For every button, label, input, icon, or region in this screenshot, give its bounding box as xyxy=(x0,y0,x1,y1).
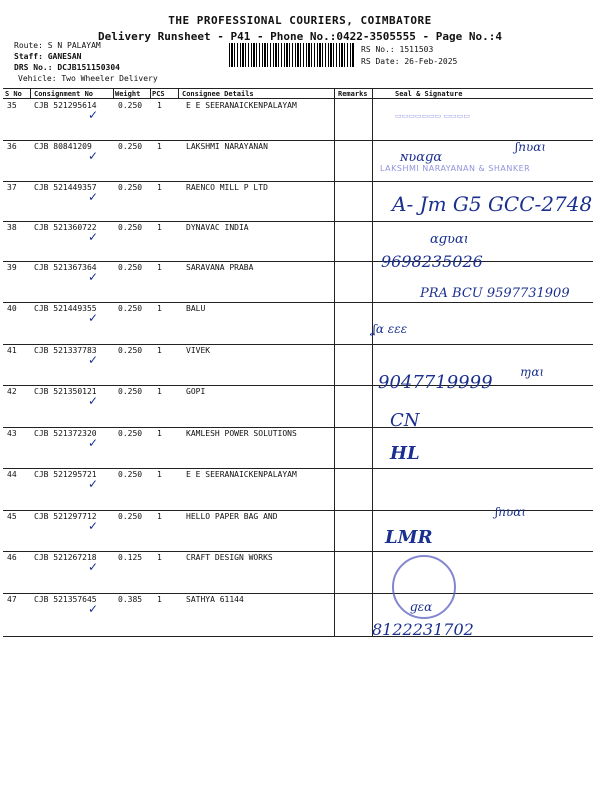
tick-mark-icon: ✓ xyxy=(88,230,99,244)
drs-line: DRS No.: DCJB151150304 xyxy=(14,63,120,72)
row-weight: 0.250 xyxy=(118,470,143,479)
rs-date: RS Date: 26-Feb-2025 xyxy=(361,57,458,66)
tick-mark-icon: ✓ xyxy=(88,149,99,163)
row-divider xyxy=(3,427,593,428)
row-sno: 41 xyxy=(7,346,17,355)
row-sno: 38 xyxy=(7,223,17,232)
row-pcs: 1 xyxy=(157,304,162,313)
row-weight: 0.250 xyxy=(118,142,143,151)
row-consignee: SARAVANA PRABA xyxy=(186,263,254,272)
row-sno: 36 xyxy=(7,142,17,151)
handwritten-phone: 9698235026 xyxy=(381,252,483,271)
tick-mark-icon: ✓ xyxy=(88,602,99,616)
barcode xyxy=(229,43,354,67)
row-consignee: KAMLESH POWER SOLUTIONS xyxy=(186,429,297,438)
col-divider xyxy=(178,89,179,99)
row-consignee: GOPI xyxy=(186,387,206,396)
tick-mark-icon: ✓ xyxy=(88,353,99,367)
stamp-seal: ▭▭▭▭▭▭▭ ▭▭▭▭ xyxy=(395,112,470,120)
row-consignment-no: CJB 521295614 xyxy=(34,101,97,110)
row-consignee: BALU xyxy=(186,304,206,313)
col-consignment: Consignment No xyxy=(34,90,94,98)
handwritten-note: PRA BCU 9597731909 xyxy=(420,286,570,301)
row-consignee: DYNAVAC INDIA xyxy=(186,223,249,232)
row-pcs: 1 xyxy=(157,553,162,562)
row-sno: 35 xyxy=(7,101,17,110)
row-consignment-no: CJB 521297712 xyxy=(34,512,97,521)
row-pcs: 1 xyxy=(157,183,162,192)
row-consignee: HELLO PAPER BAG AND xyxy=(186,512,278,521)
row-divider xyxy=(3,468,593,469)
signature: ɡɛɑ xyxy=(410,600,433,614)
col-divider xyxy=(113,89,114,99)
row-divider xyxy=(3,551,593,552)
col-remarks: Remarks xyxy=(338,90,368,98)
row-sno: 37 xyxy=(7,183,17,192)
handwritten-initials: LMR xyxy=(385,527,433,548)
col-weight: Weight xyxy=(115,90,141,98)
row-weight: 0.250 xyxy=(118,183,143,192)
row-weight: 0.385 xyxy=(118,595,143,604)
row-consignment-no: CJB 521367364 xyxy=(34,263,97,272)
row-consignment-no: CJB 521337783 xyxy=(34,346,97,355)
row-weight: 0.250 xyxy=(118,346,143,355)
row-divider xyxy=(3,636,593,637)
row-consignment-no: CJB 521267218 xyxy=(34,553,97,562)
handwritten-initials: HL xyxy=(390,443,420,464)
row-divider xyxy=(3,385,593,386)
route-line: Route: S N PALAYAM xyxy=(14,41,101,50)
col-divider xyxy=(372,89,373,637)
tick-mark-icon: ✓ xyxy=(88,270,99,284)
runsheet-title: Delivery Runsheet - P41 - Phone No.:0422-3505555 - Page No.:4 xyxy=(98,30,502,43)
table-top-border xyxy=(3,88,593,89)
row-consignment-no: CJB 521350121 xyxy=(34,387,97,396)
row-weight: 0.250 xyxy=(118,387,143,396)
row-consignee: SATHYA 61144 xyxy=(186,595,244,604)
row-sno: 47 xyxy=(7,595,17,604)
col-consignee: Consignee Details xyxy=(182,90,254,98)
col-divider xyxy=(150,89,151,99)
row-weight: 0.250 xyxy=(118,429,143,438)
row-consignee: RAENCO MILL P LTD xyxy=(186,183,268,192)
table-header-border xyxy=(3,98,593,99)
row-consignee: E E SEERANAICKENPALAYAM xyxy=(186,470,297,479)
row-sno: 46 xyxy=(7,553,17,562)
row-weight: 0.125 xyxy=(118,553,143,562)
row-pcs: 1 xyxy=(157,223,162,232)
row-pcs: 1 xyxy=(157,142,162,151)
row-sno: 40 xyxy=(7,304,17,313)
row-consignment-no: CJB 521449355 xyxy=(34,304,97,313)
row-pcs: 1 xyxy=(157,470,162,479)
tick-mark-icon: ✓ xyxy=(88,108,99,122)
row-divider xyxy=(3,261,593,262)
row-pcs: 1 xyxy=(157,263,162,272)
row-consignment-no: CJB 521295721 xyxy=(34,470,97,479)
col-pcs: PCS xyxy=(152,90,165,98)
row-pcs: 1 xyxy=(157,429,162,438)
signature: ʃnʋɑɩ xyxy=(515,140,547,154)
row-consignee: VIVEK xyxy=(186,346,211,355)
row-divider xyxy=(3,140,593,141)
row-sno: 45 xyxy=(7,512,17,521)
stamp-seal: LAKSHMI NARAYANAN & SHANKER xyxy=(380,164,531,173)
row-divider xyxy=(3,181,593,182)
row-weight: 0.250 xyxy=(118,263,143,272)
signature: ɑɡʋɑɩ xyxy=(430,232,469,247)
signature: ɱɑɩ xyxy=(520,365,545,379)
row-weight: 0.250 xyxy=(118,223,143,232)
row-weight: 0.250 xyxy=(118,512,143,521)
row-sno: 39 xyxy=(7,263,17,272)
row-divider xyxy=(3,344,593,345)
staff-line: Staff: GANESAN xyxy=(14,52,82,61)
row-consignment-no: CJB 521372320 xyxy=(34,429,97,438)
row-pcs: 1 xyxy=(157,512,162,521)
col-divider xyxy=(334,89,335,637)
row-pcs: 1 xyxy=(157,595,162,604)
row-divider xyxy=(3,302,593,303)
tick-mark-icon: ✓ xyxy=(88,394,99,408)
row-divider xyxy=(3,593,593,594)
tick-mark-icon: ✓ xyxy=(88,436,99,450)
tick-mark-icon: ✓ xyxy=(88,477,99,491)
row-pcs: 1 xyxy=(157,101,162,110)
row-weight: 0.250 xyxy=(118,101,143,110)
vehicle-line: Vehicle: Two Wheeler Delivery xyxy=(18,74,158,83)
row-consignee: LAKSHMI NARAYANAN xyxy=(186,142,268,151)
signature: ʃnʋɑɩ xyxy=(495,505,527,519)
col-seal: Seal & Signature xyxy=(395,90,463,98)
row-consignment-no: CJB 521360722 xyxy=(34,223,97,232)
row-sno: 43 xyxy=(7,429,17,438)
row-sno: 42 xyxy=(7,387,17,396)
handwritten-phone: 8122231702 xyxy=(372,620,474,639)
handwritten-note: A- Jm G5 GCC-2748 xyxy=(392,192,593,216)
company-title: THE PROFESSIONAL COURIERS, COIMBATORE xyxy=(168,14,432,27)
handwritten-initials: CN xyxy=(390,410,420,431)
col-sno: S No xyxy=(5,90,22,98)
tick-mark-icon: ✓ xyxy=(88,519,99,533)
row-pcs: 1 xyxy=(157,346,162,355)
row-weight: 0.250 xyxy=(118,304,143,313)
signature: ɴʋɑɡɑ xyxy=(400,150,443,165)
row-consignment-no: CJB 521449357 xyxy=(34,183,97,192)
col-divider xyxy=(30,89,31,99)
row-consignee: CRAFT DESIGN WORKS xyxy=(186,553,273,562)
row-consignment-no: CJB 80841209 xyxy=(34,142,92,151)
row-sno: 44 xyxy=(7,470,17,479)
row-pcs: 1 xyxy=(157,387,162,396)
signature: ʆɑ ɛɛɛ xyxy=(372,322,408,336)
tick-mark-icon: ✓ xyxy=(88,311,99,325)
row-consignment-no: CJB 521357645 xyxy=(34,595,97,604)
rs-no: RS No.: 1511503 xyxy=(361,45,434,54)
row-consignee: E E SEERANAICKENPALAYAM xyxy=(186,101,297,110)
row-divider xyxy=(3,221,593,222)
tick-mark-icon: ✓ xyxy=(88,190,99,204)
tick-mark-icon: ✓ xyxy=(88,560,99,574)
handwritten-phone: 9047719999 xyxy=(378,372,493,393)
